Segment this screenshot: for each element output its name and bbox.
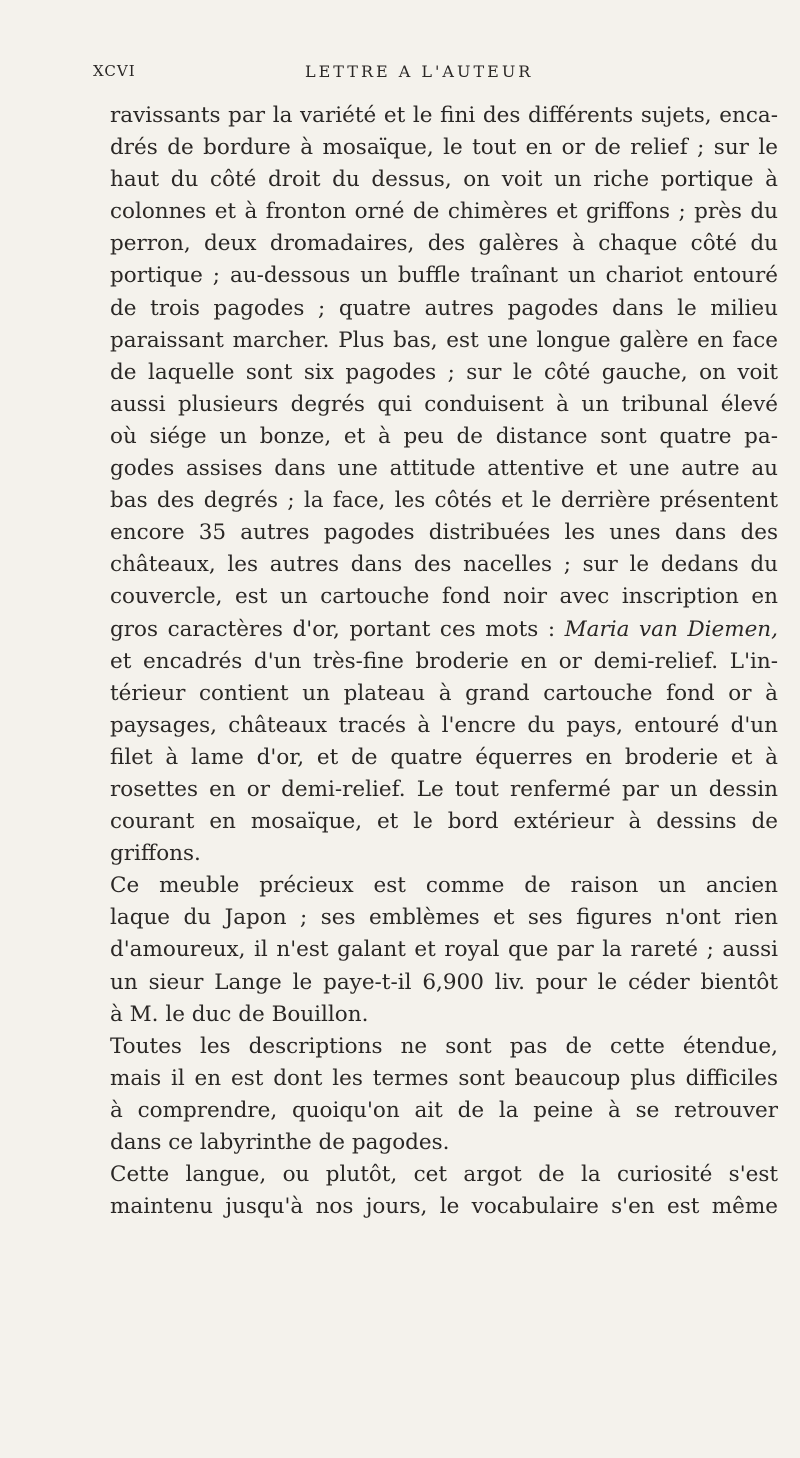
page-header (93, 62, 773, 86)
body-text (110, 100, 778, 1223)
text-line: de laquelle sont six pagodes ; sur le côté gauche, on voit (110, 359, 778, 385)
text-segment: gros caractères d'or, portant ces mots : (110, 616, 565, 642)
text-line (110, 614, 778, 646)
text-line: colonnes et à fronton orné de chimères et griffons ; près du (110, 199, 778, 225)
text-line: bas des degrés ; la face, les côtés et le derrière présentent (110, 488, 778, 514)
text-line: portique ; au-dessous un buffle traînant un chariot entouré (110, 263, 778, 289)
page-number: XCVI (93, 62, 136, 80)
text-line: paraissant marcher. Plus bas, est une longue galère en face (110, 327, 778, 353)
text-line: d'amoureux, il n'est galant et royal que par la rareté ; aussi (110, 937, 778, 963)
text-line: paysages, châteaux tracés à l'encre du pays, entouré d'un (110, 712, 778, 738)
text-line: maintenu jusqu'à nos jours, le vocabulaire s'en est même (110, 1194, 778, 1220)
text-line: filet à lame d'or, et de quatre équerres en broderie et à (110, 744, 778, 770)
text-line: ravissants par la variété et le fini des différents sujets, enca- (110, 103, 778, 128)
text-line: aussi plusieurs degrés qui conduisent à un tribunal élevé (110, 391, 778, 417)
text-line: térieur contient un plateau à grand cartouche fond or à (110, 680, 778, 706)
text-line: drés de bordure à mosaïque, le tout en or de relief ; sur le (110, 135, 778, 161)
text-line: à comprendre, quoiqu'on ait de la peine à se retrouver (110, 1097, 778, 1123)
text-line: courant en mosaïque, et le bord extérieur à dessins de (110, 809, 778, 835)
text-line: rosettes en or demi-relief. Le tout renfermé par un dessin (110, 776, 778, 802)
text-line: où siége un bonze, et à peu de distance sont quatre pa- (110, 423, 778, 449)
running-head: LETTRE A L'AUTEUR (305, 62, 534, 81)
text-line: dans ce labyrinthe de pagodes. (110, 1130, 450, 1155)
text-line: châteaux, les autres dans des nacelles ; sur le dedans du (110, 552, 778, 578)
text-line: haut du côté droit du dessus, on voit un riche portique à (110, 167, 778, 193)
text-line: Cette langue, ou plutôt, cet argot de la curiosité s'est (110, 1162, 778, 1188)
text-line: à M. le duc de Bouillon. (110, 1001, 369, 1027)
text-line: griffons. (110, 841, 201, 867)
text-line: perron, deux dromadaires, des galères à chaque côté du (110, 231, 778, 257)
text-line: laque du Japon ; ses emblèmes et ses figures n'ont rien (110, 905, 778, 931)
text-line: Toutes les descriptions ne sont pas de cette étendue, (110, 1033, 778, 1059)
text-line: mais il en est dont les termes sont beaucoup plus difficiles (110, 1065, 778, 1091)
text-line: de trois pagodes ; quatre autres pagodes dans le milieu (110, 295, 778, 321)
text-line: godes assises dans une attitude attentive et une autre au (110, 456, 778, 482)
text-line: et encadrés d'un très-fine broderie en or demi-relief. L'in- (110, 648, 778, 674)
italic-inscription: Maria van Diemen, (564, 616, 778, 642)
text-line: encore 35 autres pagodes distribuées les unes dans des (110, 520, 778, 546)
text-line: couvercle, est un cartouche fond noir avec inscription en (110, 584, 778, 610)
text-line: un sieur Lange le paye-t-il 6,900 liv. pour le céder bientôt (110, 969, 778, 995)
text-line: Ce meuble précieux est comme de raison un ancien (110, 873, 778, 899)
